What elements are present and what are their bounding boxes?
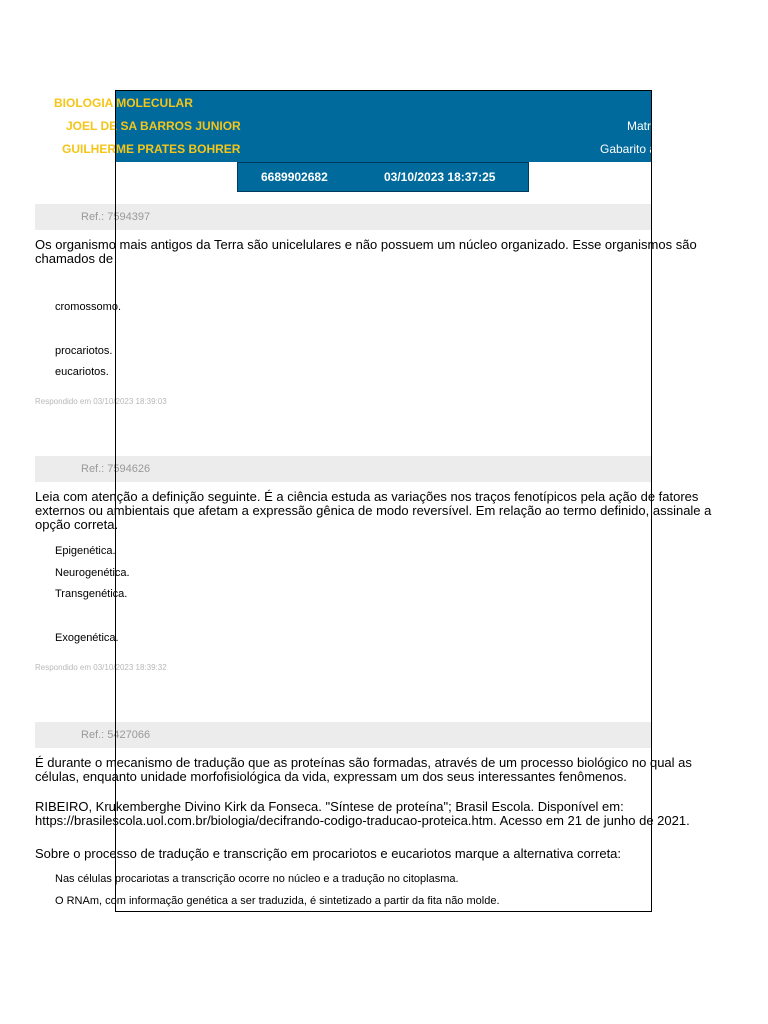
question-1-option-2[interactable]: procariotos. — [55, 345, 113, 357]
question-1-ref: Ref.: 7594397 — [81, 211, 151, 223]
question-3-prompt: Sobre o processo de tradução e transcrição em procariotos e eucariotos marque a alternativa correta: — [35, 846, 622, 861]
question-3-option-2[interactable]: O RNAm, com informação genética a ser traduzida, é sintetizado a partir da fita não molde. — [55, 895, 500, 907]
question-1-text: Os organismo mais antigos da Terra são unicelulares e não possuem um núcleo organizado. Esse organismos são chamados de — [35, 237, 697, 266]
question-2-option-2[interactable]: Neurogenética. — [55, 567, 130, 579]
question-1-ref-band — [35, 204, 652, 230]
question-3-option-1[interactable]: Nas células procariotas a transcrição ocorre no núcleo e a tradução no citoplasma. — [55, 873, 459, 885]
question-2-option-3[interactable]: Transgenética. — [55, 588, 128, 600]
question-2-answered: Respondido em 03/10/2023 18:39:32 — [35, 663, 167, 672]
exam-id: 6689902682 — [261, 170, 328, 184]
question-2-option-1[interactable]: Epigenética. — [55, 545, 116, 557]
gabarito-label: Gabarito a — [600, 142, 657, 156]
question-1-option-3[interactable]: eucariotos. — [55, 366, 109, 378]
matr-label: Matr. — [627, 119, 654, 133]
question-1-option-1[interactable]: cromossomo. — [55, 301, 122, 313]
question-3-ref-band — [35, 722, 652, 748]
question-2-text: Leia com atenção a definição seguinte. É a ciência estuda as variações nos traços fenotípicos pela ação de fatores externos ou ambientais que afetam a expressão gênica de modo reversível. Em relação ao termo definido, assinale a opção correta. — [35, 489, 712, 532]
question-2-option-4[interactable]: Exogenética. — [55, 632, 119, 644]
exam-datetime: 03/10/2023 18:37:25 — [384, 170, 496, 184]
student-name: JOEL DE SA BARROS JUNIOR — [66, 119, 241, 133]
question-1-answered: Respondido em 03/10/2023 18:39:03 — [35, 397, 167, 406]
question-3-text: É durante o mecanismo de tradução que as proteínas são formadas, através de um processo biológico no qual as células, enquanto unidade morfofisiológica da vida, expressam um dos seus interessantes fenômenos. — [35, 755, 692, 784]
question-2-ref: Ref.: 7594626 — [81, 463, 151, 475]
question-3-citation: RIBEIRO, Krukemberghe Divino Kirk da Fonseca. "Síntese de proteína"; Brasil Escola. Disponível em: https://brasilescola.uol.com.br/biologia/decifrando-codigo-traducao-proteica.htm. Acesso em 21 de junho de 2021. — [35, 799, 690, 828]
question-3-ref: Ref.: 5427066 — [81, 729, 151, 741]
teacher-name: GUILHERME PRATES BOHRER — [62, 142, 241, 156]
question-2-ref-band — [35, 456, 652, 482]
course-title: BIOLOGIA MOLECULAR — [54, 96, 193, 110]
exam-id-box — [237, 162, 529, 192]
